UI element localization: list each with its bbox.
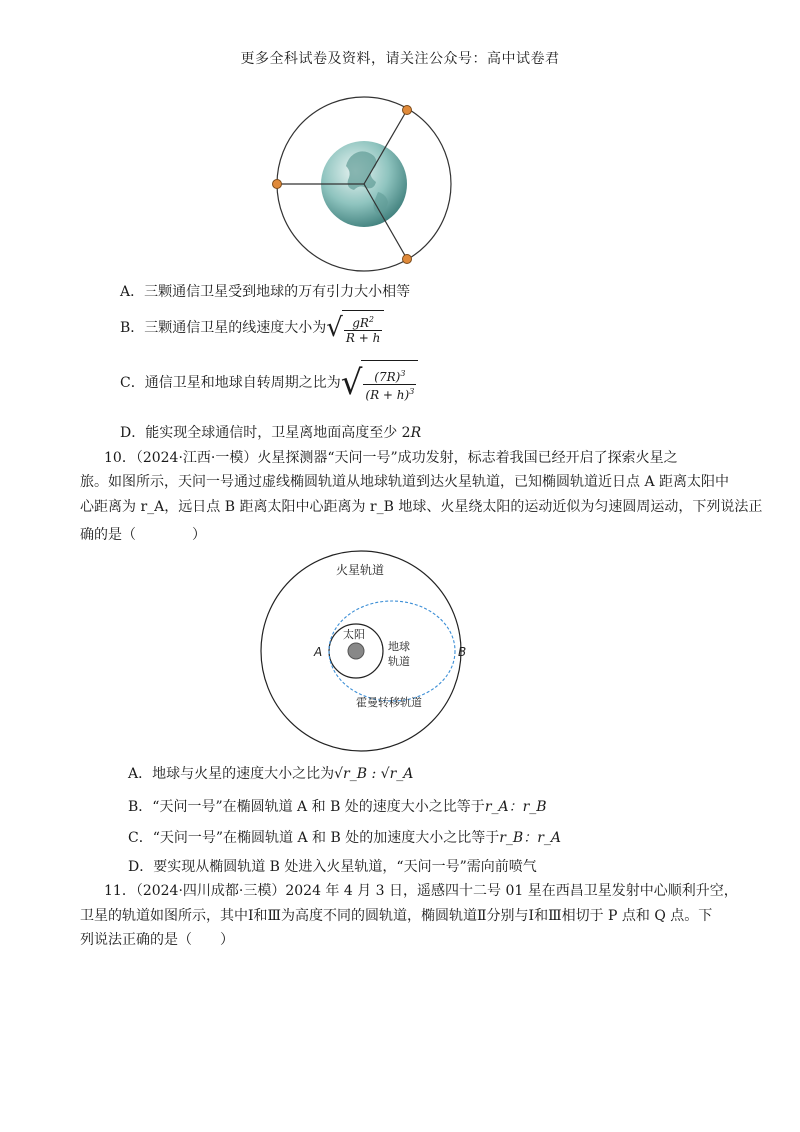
formula-denominator: (R + h) <box>365 387 410 402</box>
mars-orbit-label: 火星轨道 <box>336 563 385 577</box>
q10-option-b <box>128 796 547 818</box>
formula-exponent: 3 <box>400 368 406 378</box>
formula-numerator: (7R) <box>374 369 401 384</box>
satellite-dot <box>273 180 282 189</box>
q10-stem-line: 旅。如图所示，天问一号通过虚线椭圆轨道从地球轨道到达火星轨道，已知椭圆轨道近日点 A 距离太阳中 <box>80 474 730 490</box>
satellite-orbit-figure <box>266 96 462 272</box>
q10-stem-line: 10．（2024·江西·一模）火星探测器“天问一号”成功发射，标志着我国已经开启了探索火星之 <box>104 450 678 466</box>
q11-stem-line: 11．（2024·四川成都·三模）2024 年 4 月 3 日，遥感四十二号 01 星在西昌卫星发射中心顺利升空， <box>104 883 738 899</box>
q10-option-a <box>128 763 413 785</box>
q10-option-a-math: √r_B : √r_A <box>334 766 414 782</box>
q10-stem-line: 心距离为 r_A，远日点 B 距离太阳中心距离为 r_B 地球、火星绕太阳的运动近似为匀速圆周运动，下列说法正 <box>80 499 763 515</box>
q9-option-a: A．三颗通信卫星受到地球的万有引力大小相等 <box>120 284 411 300</box>
point-b-label: B <box>458 645 467 659</box>
earth-orbit-label-1: 地球 <box>388 640 410 653</box>
q10-option-c <box>128 827 561 849</box>
q10-stem-line: 确的是（ ） <box>80 527 206 543</box>
q9-option-c-text: C．通信卫星和地球自转周期之比为 <box>120 375 341 391</box>
formula-exponent: 3 <box>409 386 415 396</box>
q10-option-c-text: C．“天问一号”在椭圆轨道 A 和 B 处的加速度大小之比等于 <box>128 830 500 846</box>
satellite-dot <box>403 106 412 115</box>
q9-option-c-formula: √ $\frac{(7R)^3}{(R + h)^3}$ <box>341 360 419 406</box>
q9-option-b-text: B．三颗通信卫星的线速度大小为 <box>120 320 327 336</box>
hohmann-label: 霍曼转移轨道 <box>356 696 422 709</box>
earth-orbit-label-2: 轨道 <box>388 655 410 668</box>
formula-denominator: R + h <box>345 331 381 345</box>
q9-option-c <box>120 358 418 408</box>
q11-stem-line: 列说法正确的是（ ） <box>80 932 234 948</box>
sun-icon <box>348 643 364 659</box>
formula-exponent: 2 <box>368 315 374 324</box>
q11-stem-line: 卫星的轨道如图所示，其中Ⅰ和Ⅲ为高度不同的圆轨道，椭圆轨道Ⅱ分别与Ⅰ和Ⅲ相切于 P 点和 Q 点。下 <box>80 908 713 924</box>
q10-option-b-math: r_A：r_B <box>484 799 547 815</box>
q10-option-c-math: r_B：r_A <box>499 830 562 846</box>
sun-label: 太阳 <box>343 628 365 641</box>
q9-option-b-formula: √ $\frac{gR^2}{R + h}$ <box>326 310 384 346</box>
q9-option-d <box>120 422 421 444</box>
q9-option-b <box>120 308 384 348</box>
q10-option-b-text: B．“天问一号”在椭圆轨道 A 和 B 处的速度大小之比等于 <box>128 799 485 815</box>
point-a-label: A <box>314 645 323 659</box>
q10-option-a-text: A．地球与火星的速度大小之比为 <box>128 766 335 782</box>
q10-option-d: D．要实现从椭圆轨道 B 处进入火星轨道，“天问一号”需向前喷气 <box>128 859 537 875</box>
q9-option-d-var: R <box>410 425 422 441</box>
page-header: 更多全科试卷及资料，请关注公众号：高中试卷君 <box>240 51 560 67</box>
hohmann-transfer-figure <box>258 546 467 756</box>
satellite-dot <box>403 255 412 264</box>
formula-numerator: gR <box>352 316 369 330</box>
q9-option-d-text: D．能实现全球通信时，卫星离地面高度至少 2 <box>120 425 411 441</box>
